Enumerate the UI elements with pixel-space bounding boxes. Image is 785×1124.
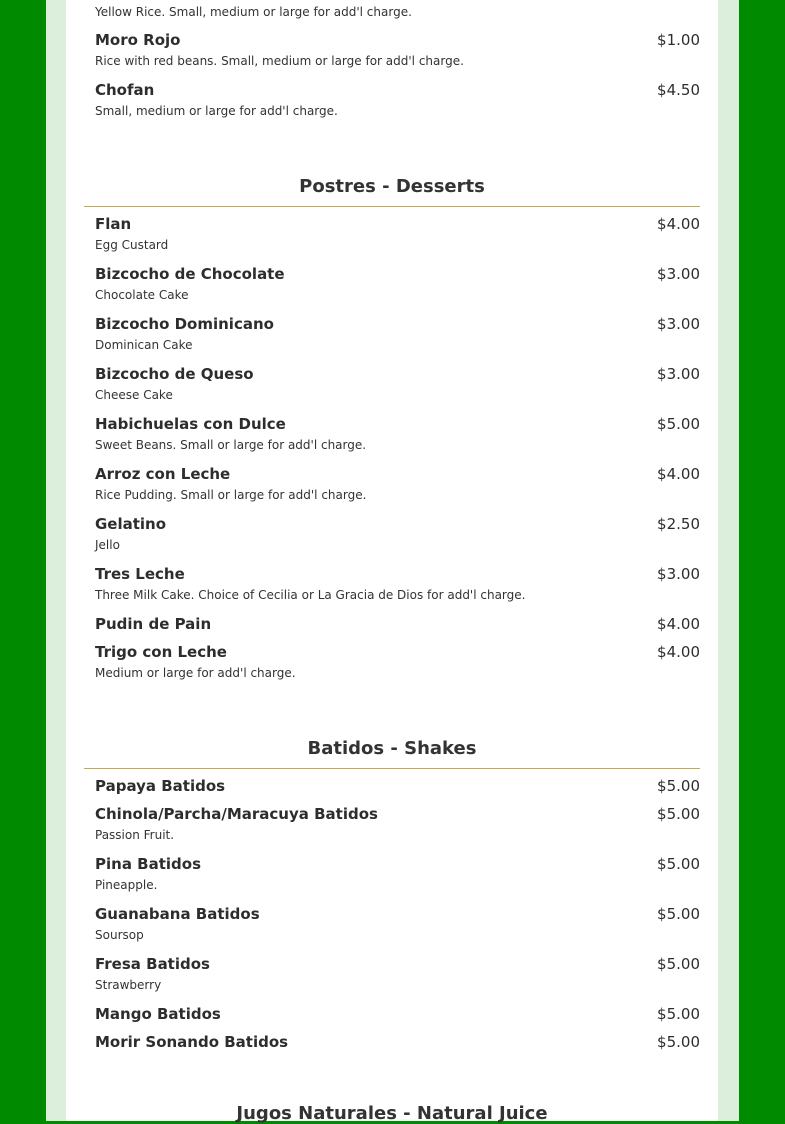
item-description: Pineapple. — [95, 878, 158, 892]
item-name: Bizcocho Dominicano — [95, 315, 274, 333]
item-description: Chocolate Cake — [95, 288, 189, 302]
item-description: Small, medium or large for add'l charge. — [95, 104, 338, 118]
item-name: Chofan — [95, 81, 155, 99]
item-description: Dominican Cake — [95, 338, 193, 352]
item-description: Soursop — [95, 928, 144, 942]
item-description: Rice Pudding. Small or large for add'l charge. — [95, 488, 367, 502]
item-price: $5.00 — [657, 805, 700, 823]
item-price: $1.00 — [657, 31, 700, 49]
item-description: Three Milk Cake. Choice of Cecilia or La Gracia de Dios for add'l charge. — [95, 588, 526, 602]
item-price: $5.00 — [657, 415, 700, 433]
item-name: Mango Batidos — [95, 1005, 221, 1023]
item-description: Rice with red beans. Small, medium or large for add'l charge. — [95, 54, 464, 68]
item-price: $3.00 — [657, 565, 700, 583]
section-title-shakes: Batidos - Shakes — [307, 738, 477, 759]
item-name: Arroz con Leche — [95, 465, 231, 483]
item-name: Tres Leche — [95, 565, 185, 583]
item-name: Chinola/Parcha/Maracuya Batidos — [95, 805, 378, 823]
item-price: $4.00 — [657, 643, 700, 661]
item-name: Gelatino — [95, 515, 167, 533]
section-divider — [84, 206, 700, 207]
item-name: Flan — [95, 215, 132, 233]
item-description: Jello — [95, 538, 120, 552]
item-price: $3.00 — [657, 365, 700, 383]
item-description: Cheese Cake — [95, 388, 173, 402]
item-name: Morir Sonando Batidos — [95, 1033, 289, 1051]
item-description: Egg Custard — [95, 238, 169, 252]
item-name: Trigo con Leche — [95, 643, 227, 661]
item-name: Moro Rojo — [95, 31, 181, 49]
item-name: Guanabana Batidos — [95, 905, 260, 923]
item-price: $5.00 — [657, 1033, 700, 1051]
item-price: $3.00 — [657, 265, 700, 283]
item-name: Fresa Batidos — [95, 955, 210, 973]
item-price: $5.00 — [657, 905, 700, 923]
item-price: $5.00 — [657, 955, 700, 973]
item-description: Medium or large for add'l charge. — [95, 666, 296, 680]
item-description: Yellow Rice. Small, medium or large for add'l charge. — [95, 5, 412, 19]
section-divider — [84, 768, 700, 769]
item-description: Passion Fruit. — [95, 828, 175, 842]
item-name: Papaya Batidos — [95, 777, 226, 795]
item-price: $5.00 — [657, 855, 700, 873]
item-name: Habichuelas con Dulce — [95, 415, 286, 433]
item-price: $3.00 — [657, 315, 700, 333]
item-description: Strawberry — [95, 978, 162, 992]
item-name: Bizcocho de Chocolate — [95, 265, 285, 283]
section-title-juices: Jugos Naturales - Natural Juice — [236, 1103, 548, 1124]
item-name: Pina Batidos — [95, 855, 201, 873]
item-description: Sweet Beans. Small or large for add'l charge. — [95, 438, 367, 452]
item-price: $4.50 — [657, 81, 700, 99]
item-price: $4.00 — [657, 465, 700, 483]
item-price: $5.00 — [657, 1005, 700, 1023]
item-name: Bizcocho de Queso — [95, 365, 254, 383]
item-price: $4.00 — [657, 615, 700, 633]
section-title-desserts: Postres - Desserts — [299, 176, 485, 197]
item-price: $5.00 — [657, 777, 700, 795]
item-price: $2.50 — [657, 515, 700, 533]
item-name: Pudin de Pain — [95, 615, 212, 633]
item-price: $4.00 — [657, 215, 700, 233]
